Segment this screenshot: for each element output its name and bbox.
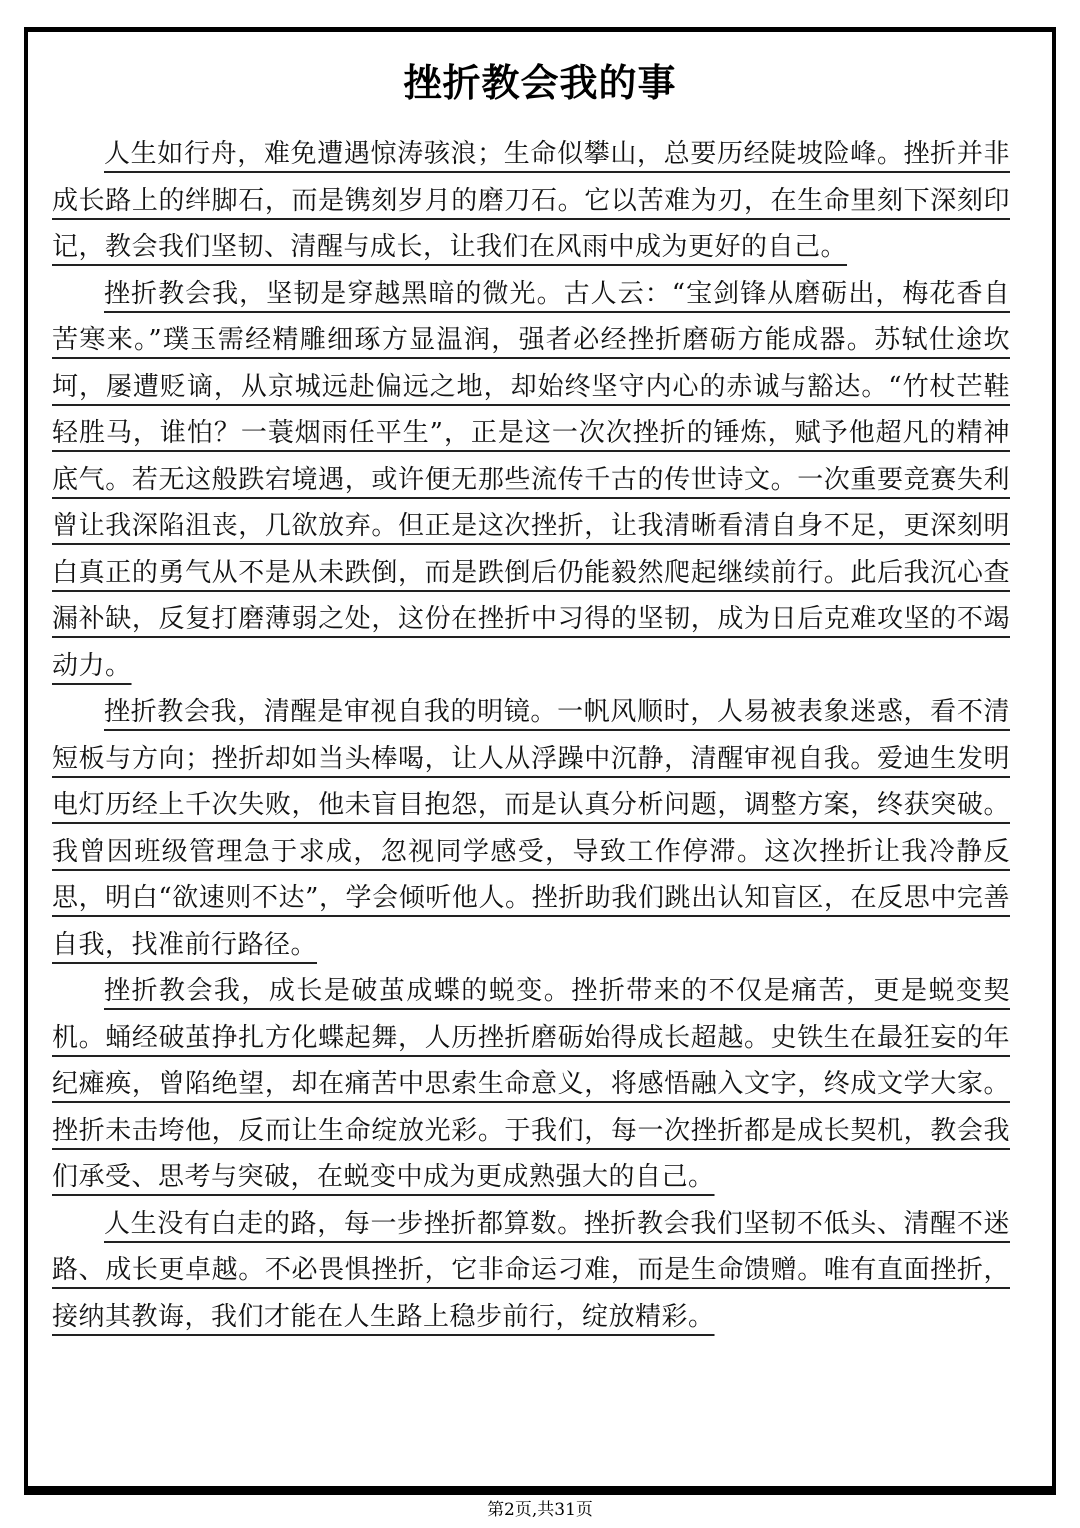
paragraph-1: [52, 131, 1010, 271]
paragraph-3: [52, 689, 1010, 968]
paragraph-4-text: 挫折教会我，成长是破茧成蝶的蜕变。挫折带来的不仅是痛苦，更是蜕变契机。蛹经破茧挣扎方化蝶起舞，人历挫折磨砺始得成长超越。史铁生在最狂妄的年纪瘫痪，曾陷绝望，却在痛苦中思索生命意义，将感悟融入文字，终成文学大家。挫折未击垮他，反而让生命绽放光彩。于我们，每一次挫折都是成长契机，教会我们承受、思考与突破，在蜕变中成为更成熟强大的自己。: [52, 976, 1010, 1192]
paragraph-5: [52, 1201, 1010, 1341]
paragraph-2: [52, 271, 1010, 690]
paragraph-1-text: 人生如行舟，难免遭遇惊涛骇浪；生命似攀山，总要历经陡坡险峰。挫折并非成长路上的绊脚石，而是镌刻岁月的磨刀石。它以苦难为刃，在生命里刻下深刻印记，教会我们坚韧、清醒与成长，让我们在风雨中成为更好的自己。: [52, 139, 1010, 262]
paragraph-2-text: 挫折教会我，坚韧是穿越黑暗的微光。古人云：“宝剑锋从磨砺出，梅花香自苦寒来。”璞玉需经精雕细琢方显温润，强者必经挫折磨砺方能成器。苏轼仕途坎坷，屡遭贬谪，从京城远赴偏远之地，却始终坚守内心的赤诚与豁达。“竹杖芒鞋轻胜马，谁怕？一蓑烟雨任平生”，正是这一次次挫折的锤炼，赋予他超凡的精神底气。若无这般跌宕境遇，或许便无那些流传千古的传世诗文。一次重要竞赛失利曾让我深陷沮丧，几欲放弃。但正是这次挫折，让我清晰看清自身不足，更深刻明白真正的勇气从不是从未跌倒，而是跌倒后仍能毅然爬起继续前行。此后我沉心查漏补缺，反复打磨薄弱之处，这份在挫折中习得的坚韧，成为日后克难攻坚的不竭动力。: [52, 278, 1010, 681]
paragraph-4: [52, 968, 1010, 1201]
page-number: 第2页,共31页: [487, 1500, 593, 1520]
paragraph-3-text: 挫折教会我，清醒是审视自我的明镜。一帆风顺时，人易被表象迷惑，看不清短板与方向；挫折却如当头棒喝，让人从浮躁中沉静，清醒审视自我。爱迪生发明电灯历经上千次失败，他未盲目抱怨，而是认真分析问题，调整方案，终获突破。我曾因班级管理急于求成，忽视同学感受，导致工作停滞。这次挫折让我冷静反思，明白“欲速则不达”，学会倾听他人。挫折助我们跳出认知盲区，在反思中完善自我，找准前行路径。: [52, 697, 1010, 960]
essay-body: [52, 131, 1010, 1340]
paragraph-5-text: 人生没有白走的路，每一步挫折都算数。挫折教会我们坚韧不低头、清醒不迷路、成长更卓越。不必畏惧挫折，它非命运刁难，而是生命馈赠。唯有直面挫折，接纳其教诲，我们才能在人生路上稳步前行，绽放精彩。: [52, 1208, 1010, 1332]
essay-title: 挫折教会我的事: [403, 61, 677, 105]
